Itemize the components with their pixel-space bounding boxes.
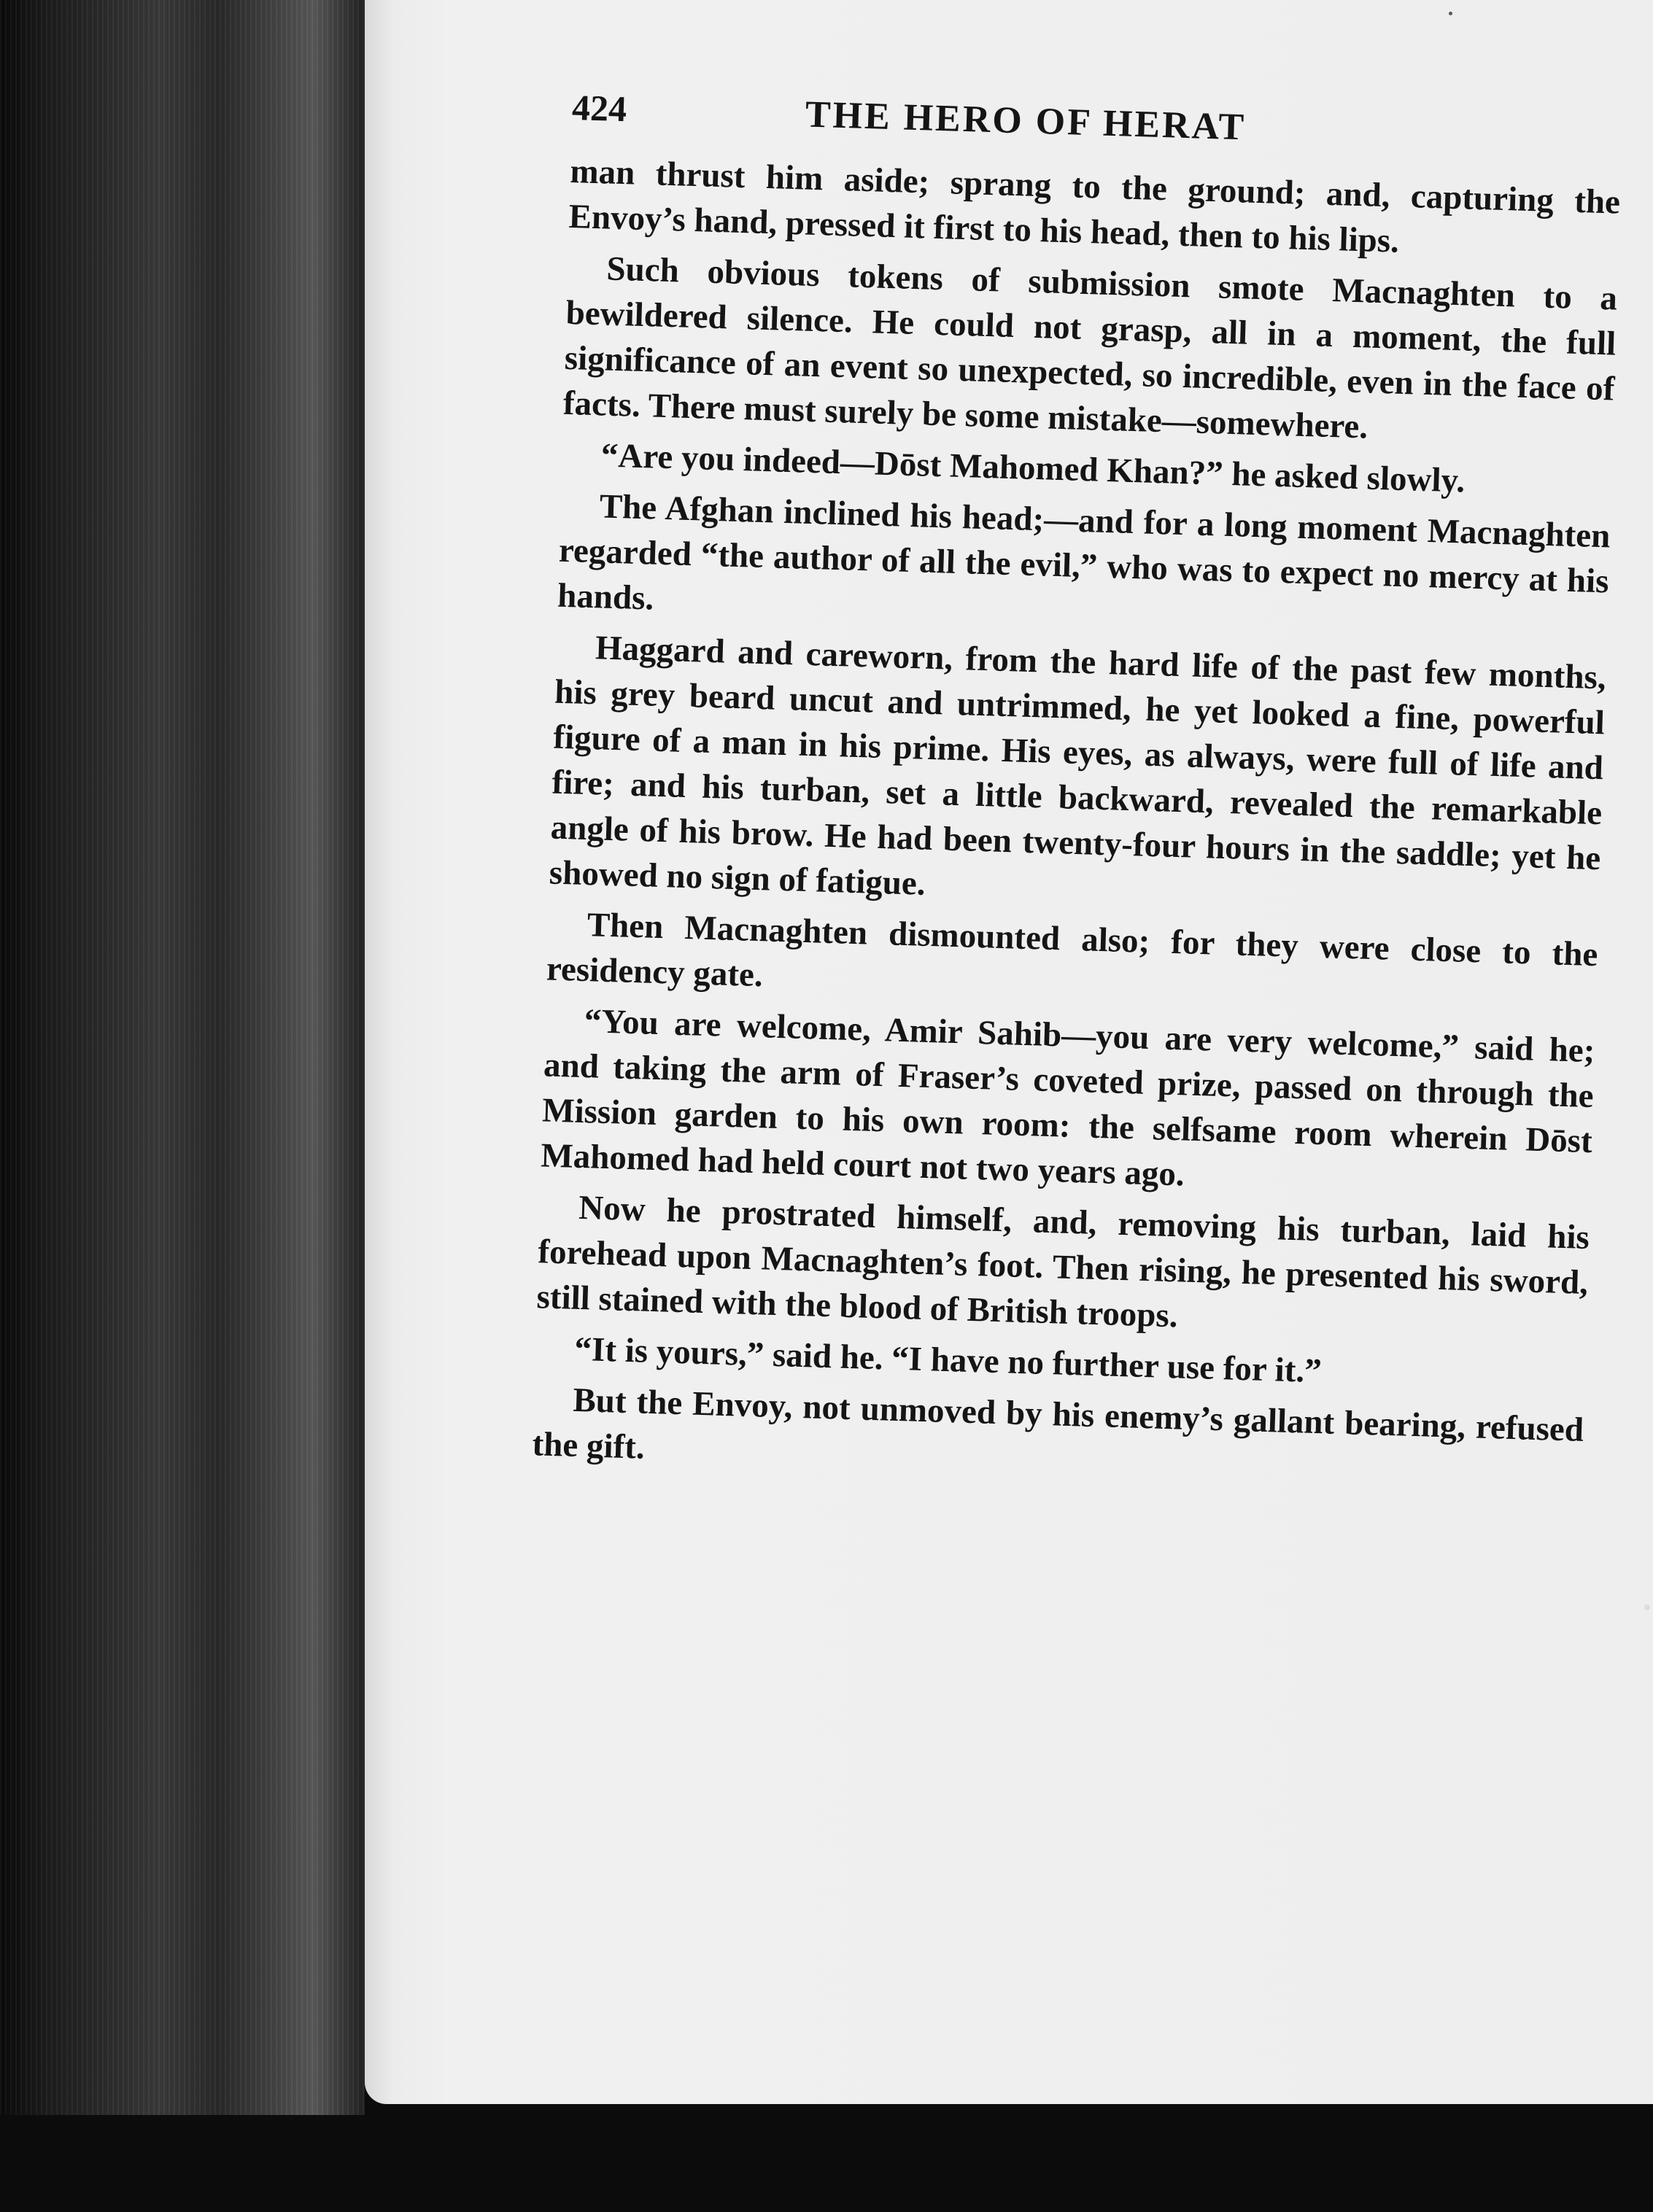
dust-speck (1449, 12, 1452, 15)
dust-speck (1644, 1604, 1650, 1610)
running-title: THE HERO OF HERAT (805, 93, 1247, 149)
paragraph-6: Then Macnaghten dismounted also; for they were close to the residency gate. (546, 906, 1599, 995)
paragraph-1: man thrust him aside; sprang to the ground; and, capturing the Envoy’s hand, pressed it first to his head, then to his lips. (568, 152, 1621, 260)
book-gutter (0, 0, 365, 2115)
paragraph-2: Such obvious tokens of submission smote Macnaghten to a bewildered silence. He could not grasp, all in a moment, the full significance of an event so unexpected, so incredible, even in the face of facts. There must surely be some mistake—somewhere. (562, 249, 1618, 446)
paragraph-5: Haggard and careworn, from the hard life of the past few months, his grey beard uncut and untrimmed, he yet looked a fine, powerful figure of a man in his prime. His eyes, as always, were full of life and fire; and his turban, set a little backward, revealed the remarkable angle of his brow. He had been twenty-four hours in the saddle; yet he showed no sign of fatigue. (549, 629, 1607, 903)
paragraph-3: “Are you indeed—Dōst Mahomed Khan?” he asked slowly. (600, 436, 1466, 500)
paragraph-10: But the Envoy, not unmoved by his enemy’s gallant bearing, refused the gift. (531, 1381, 1584, 1467)
paragraph-9: “It is yours,” said he. “I have no further use for it.” (573, 1330, 1323, 1391)
paragraph-4: The Afghan inclined his head;—and for a long moment Macnaghten regarded “the author of all the evil,” who was to expect no mercy at his hands. (557, 487, 1611, 618)
body-text (532, 149, 1621, 1498)
page-number: 424 (571, 86, 627, 130)
page-content (532, 86, 1623, 1498)
book-page (365, 0, 1653, 2104)
paragraph-8: Now he prostrated himself, and, removing his turban, laid his forehead upon Macnaghten’s foot. Then rising, he presented his sword, still stained with the blood of British troops. (535, 1188, 1590, 1335)
paragraph-7: “You are welcome, Amir Sahib—you are very welcome,” said he; and taking the arm of Fraser’s coveted prize, passed on through the Mission garden to his own room: the selfsame room wherein Dōst Mahomed had held court not two years ago. (540, 1002, 1596, 1194)
